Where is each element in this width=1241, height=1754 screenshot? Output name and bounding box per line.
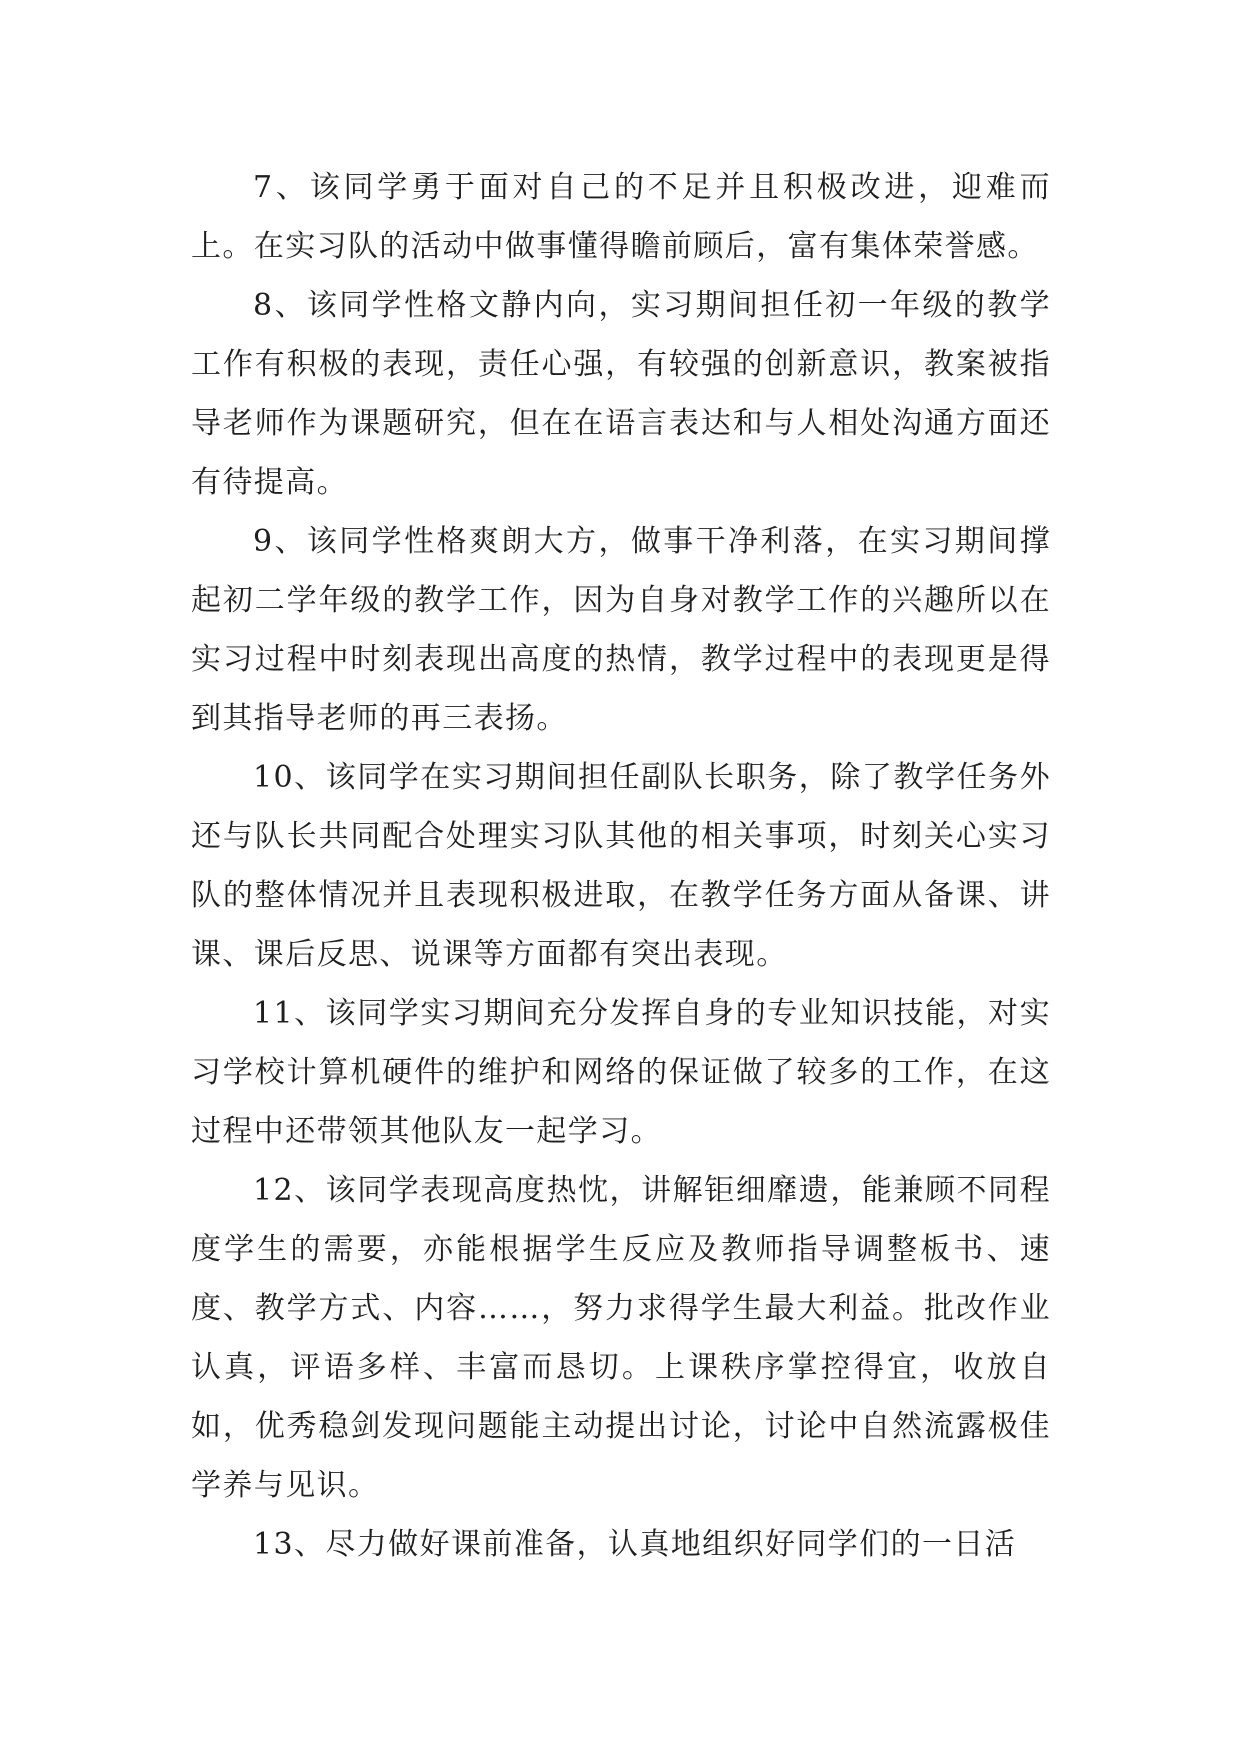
paragraph-11: 11、该同学实习期间充分发挥自身的专业知识技能，对实习学校计算机硬件的维护和网络的保证做了较多的工作，在这过程中还带领其他队友一起学习。 (191, 996, 1051, 1149)
paragraph-8: 8、该同学性格文静内向，实习期间担任初一年级的教学工作有积极的表现，责任心强，有较强的创新意识，教案被指导老师作为课题研究，但在在语言表达和与人相处沟通方面还有待提高。 (191, 288, 1051, 500)
paragraph-12: 12、该同学表现高度热忱，讲解钜细靡遗，能兼顾不同程度学生的需要，亦能根据学生反应及教师指导调整板书、速度、教学方式、内容……，努力求得学生最大利益。批改作业认真，评语多样、丰富而恳切。上课秩序掌控得宜，收放自如，优秀稳剑发现问题能主动提出讨论，讨论中自然流露极佳学养与见识。 (191, 1173, 1051, 1503)
paragraph-7: 7、该同学勇于面对自己的不足并且积极改进，迎难而上。在实习队的活动中做事懂得瞻前顾后，富有集体荣誉感。 (191, 170, 1051, 264)
document-body (191, 158, 1051, 1574)
paragraph-9: 9、该同学性格爽朗大方，做事干净利落，在实习期间撑起初二学年级的教学工作，因为自身对教学工作的兴趣所以在实习过程中时刻表现出高度的热情，教学过程中的表现更是得到其指导老师的再三表扬。 (191, 524, 1051, 736)
paragraph-10: 10、该同学在实习期间担任副队长职务，除了教学任务外还与队长共同配合处理实习队其他的相关事项，时刻关心实习队的整体情况并且表现积极进取，在教学任务方面从备课、讲课、课后反思、说课等方面都有突出表现。 (191, 760, 1051, 972)
paragraph-13: 13、尽力做好课前准备，认真地组织好同学们的一日活 (253, 1527, 1017, 1562)
